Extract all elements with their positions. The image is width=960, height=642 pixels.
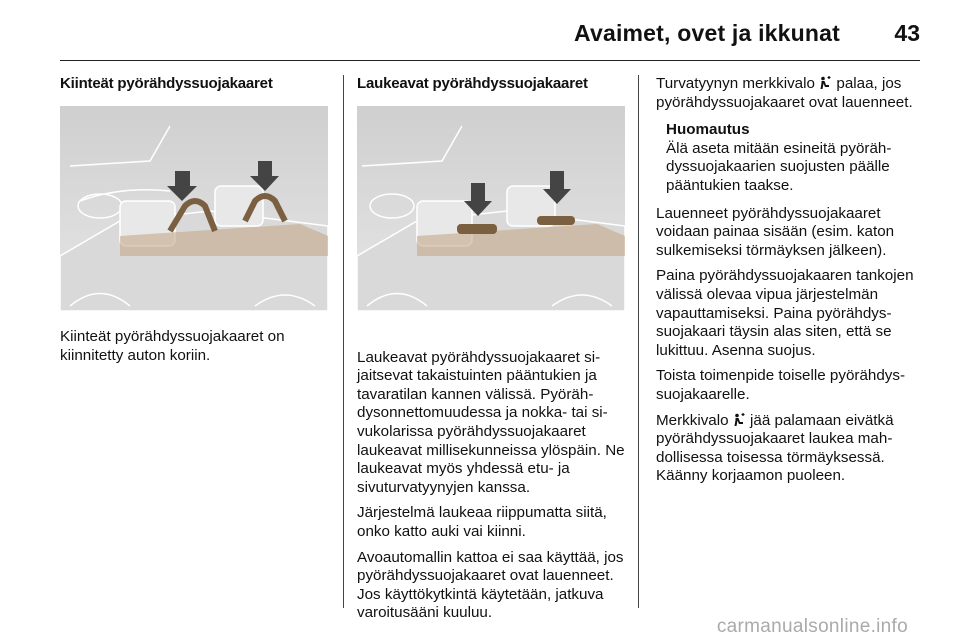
note-title: Huomautus xyxy=(666,121,750,139)
note-text: Älä aseta mitään esineitä pyörähdyssuojakaarien suojusten päälle pääntukien taakse. xyxy=(666,139,892,194)
column-divider xyxy=(343,75,344,608)
caption: Kiinteät pyörähdyssuojakaaret on kiinnitetty auton koriin. xyxy=(60,328,285,364)
section-heading: Kiinteät pyörähdyssuojakaaret xyxy=(60,75,273,92)
fixed-rollover-bars-illustration xyxy=(60,106,328,311)
paragraph-list xyxy=(357,349,627,623)
note-box xyxy=(666,121,926,195)
page-title: Avaimet, ovet ja ikkunat xyxy=(574,20,840,46)
paragraph: Lauenneet pyörähdyssuojakaaret voidaan painaa sisään (esim. katon sulkemiseksi törmäyksen jälkeen). xyxy=(656,204,895,259)
column-divider xyxy=(638,75,639,608)
airbag-warning-icon xyxy=(819,76,832,90)
paragraph: Järjestelmä laukeaa riippumatta siitä, onko katto auki vai kiinni. xyxy=(357,504,607,540)
car-illustration-fixed xyxy=(60,106,328,311)
car-illustration-deployable xyxy=(357,106,625,311)
watermark: carmanualsonline.info xyxy=(716,616,908,637)
paragraph: Paina pyörähdyssuojakaaren tankojen välissä olevaa vipua järjestelmän vapauttamiseksi. Paina pyörähdyssuojakaari täysin alas siten, että se lukittuu. Asenna suojus. xyxy=(656,267,914,359)
deployable-rollover-bars-illustration xyxy=(357,106,625,311)
paragraph: Laukeavat pyörähdyssuojakaaret sijaitsevat takaistuinten pääntukien ja tavaratilan kannen välissä. Pyörähdysonnettomuudessa ja nokka- tai sivukolarissa pyörähdyssuojakaaret laukeavat millisekunneissa ylöspäin. Ne laukeavat myös yhdessä etu- ja sivuturvatyynyjen kanssa. xyxy=(357,348,625,496)
airbag-warning-icon xyxy=(733,413,746,427)
column-deployable-bars xyxy=(357,75,627,630)
page-header xyxy=(60,0,920,61)
paragraph: Merkkivalo jää palamaan eivätkä pyörähdyssuojakaaret laukea mahdollisessa toisessa törmäyksessä. Käänny korjaamon puoleen. xyxy=(656,411,894,485)
section-heading: Laukeavat pyörähdyssuojakaaret xyxy=(357,75,588,92)
paragraph: Toista toimenpide toiselle pyörähdyssuojakaarelle. xyxy=(656,367,906,403)
page-number: 43 xyxy=(894,20,920,46)
column-warning-info xyxy=(656,75,926,493)
paragraph: Avoautomallin kattoa ei saa käyttää, jos pyörähdyssuojakaaret ovat lauenneet. Jos käyttökytkintä käytetään, jatkuva varoitusääni kuuluu. xyxy=(357,548,624,622)
column-fixed-bars xyxy=(60,75,332,364)
paragraph: Turvatyynyn merkkivalo palaa, jos pyörähdyssuojakaaret ovat lauenneet. xyxy=(656,75,913,111)
